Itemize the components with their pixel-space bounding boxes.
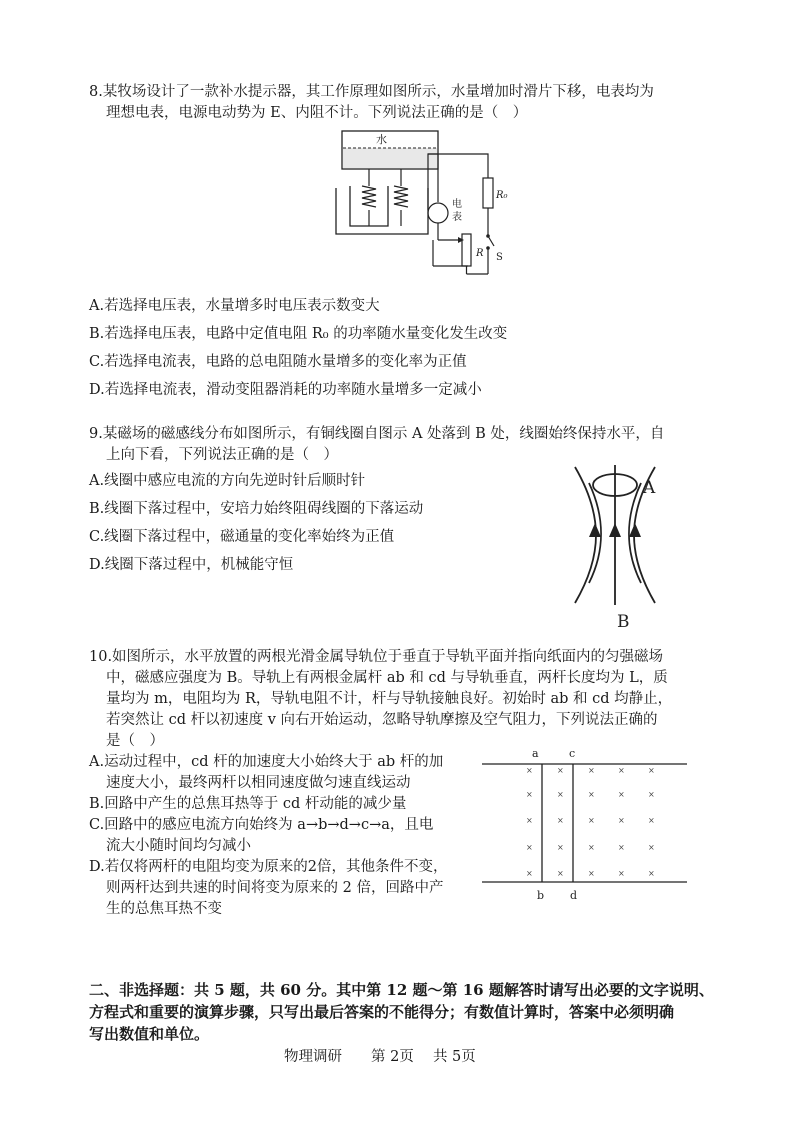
field-cross: × [557, 869, 564, 878]
point-a-label: A [643, 478, 656, 498]
meter-label-1: 电 [452, 199, 462, 210]
q10-stem-line-2: 中，磁感应强度为 B。导轨上有两根金属杆 ab 和 cd 与导轨垂直，两杆长度均为 L，质 [106, 670, 668, 686]
field-cross: × [648, 766, 655, 775]
q9-option-a: A.线圈中感应电流的方向先逆时针后顺时针 [89, 473, 366, 489]
field-cross: × [588, 816, 595, 825]
meter-label-2: 表 [452, 212, 462, 223]
r0-label: R₀ [496, 190, 508, 201]
rod-d-label: d [570, 889, 578, 902]
q8-option-d: D.若选择电流表，滑动变阻器消耗的功率随水量增多一定减小 [89, 382, 482, 398]
q10-option-d-line-1: D.若仅将两杆的电阻均变为原来的2倍，其他条件不变， [89, 859, 448, 875]
field-cross: × [648, 790, 655, 799]
rod-c-label: c [569, 747, 576, 760]
q8-stem-line-2: 理想电表，电源电动势为 E、内阻不计。下列说法正确的是（ ） [106, 105, 528, 121]
section2-line-2: 方程式和重要的演算步骤，只写出最后答案的不能得分；有数值计算时，答案中必须明确 [89, 1003, 675, 1021]
q9-stem-line-2: 上向下看，下列说法正确的是（ ） [106, 447, 338, 463]
q8-option-b: B.若选择电压表，电路中定值电阻 R₀ 的功率随水量变化发生改变 [89, 326, 508, 342]
field-cross: × [526, 790, 533, 799]
q10-option-d-line-3: 生的总焦耳热不变 [106, 901, 222, 917]
q8-option-c: C.若选择电流表，电路的总电阻随水量增多的变化率为正值 [89, 354, 467, 370]
field-cross: × [588, 790, 595, 799]
field-cross: × [618, 766, 625, 775]
q10-option-c-line-2: 流大小随时间均匀减小 [106, 838, 251, 854]
q10-stem-line-4: 若突然让 cd 杆以初速度 v 向右开始运动，忽略导轨摩擦及空气阻力，下列说法正确的 [106, 712, 658, 728]
field-cross: × [588, 843, 595, 852]
field-cross: × [588, 766, 595, 775]
q8-option-a: A.若选择电压表，水量增多时电压表示数变大 [89, 298, 380, 314]
field-cross: × [648, 843, 655, 852]
rod-a-label: a [532, 747, 539, 760]
q9-option-c: C.线圈下落过程中，磁通量的变化率始终为正值 [89, 529, 395, 545]
field-cross: × [557, 790, 564, 799]
q10-option-a-line-2: 速度大小，最终两杆以相同速度做匀速直线运动 [106, 775, 411, 791]
water-label: 水 [376, 133, 387, 146]
q10-stem-line-1: 10.如图所示，水平放置的两根光滑金属导轨位于垂直于导轨平面并指向纸面内的匀强磁场 [89, 649, 664, 665]
field-cross: × [588, 869, 595, 878]
field-cross: × [648, 816, 655, 825]
q9-option-b: B.线圈下落过程中，安培力始终阻碍线圈的下落运动 [89, 501, 424, 517]
point-b-label: B [617, 612, 630, 632]
s-label: S [496, 252, 503, 263]
q10-option-b: B.回路中产生的总焦耳热等于 cd 杆动能的减少量 [89, 796, 407, 812]
field-cross: × [648, 869, 655, 878]
r-label: R [476, 248, 484, 259]
section2-line-3: 写出数值和单位。 [89, 1025, 210, 1043]
magnetic-field-crosses [526, 766, 655, 878]
q9-magnetic-field-figure [545, 455, 685, 635]
q8-stem-line-1: 8.某牧场设计了一款补水提示器，其工作原理如图所示，水量增加时滑片下移，电表均为 [89, 84, 654, 100]
q9-stem-line-1: 9.某磁场的磁感线分布如图所示，有铜线圈自图示 A 处落到 B 处，线圈始终保持水平，自 [89, 426, 665, 442]
q8-circuit-figure [328, 126, 518, 276]
q10-rails-figure [482, 742, 690, 904]
field-cross: × [526, 816, 533, 825]
field-cross: × [618, 843, 625, 852]
page-footer: 物理调研 第 2页 共 5页 [284, 1049, 476, 1065]
field-cross: × [618, 869, 625, 878]
q9-option-d: D.线圈下落过程中，机械能守恒 [89, 557, 294, 573]
section2-line-1: 二、非选择题：共 5 题，共 60 分。其中第 12 题～第 16 题解答时请写出必要的文字说明、 [89, 981, 714, 999]
q10-option-a-line-1: A.运动过程中，cd 杆的加速度大小始终大于 ab 杆的加 [89, 754, 444, 770]
field-cross: × [618, 790, 625, 799]
q10-option-c-line-1: C.回路中的感应电流方向始终为 a→b→d→c→a，且电 [89, 817, 434, 833]
field-cross: × [557, 843, 564, 852]
field-cross: × [618, 816, 625, 825]
q10-stem-line-3: 量均为 m，电阻均为 R，导轨电阻不计，杆与导轨接触良好。初始时 ab 和 cd 均静止， [106, 691, 673, 707]
field-cross: × [526, 843, 533, 852]
field-cross: × [557, 766, 564, 775]
field-cross: × [526, 869, 533, 878]
field-cross: × [526, 766, 533, 775]
q10-option-d-line-2: 则两杆达到共速的时间将变为原来的 2 倍，回路中产 [106, 880, 444, 896]
rod-b-label: b [537, 889, 545, 902]
field-cross: × [557, 816, 564, 825]
q10-stem-line-5: 是（ ） [106, 733, 164, 749]
